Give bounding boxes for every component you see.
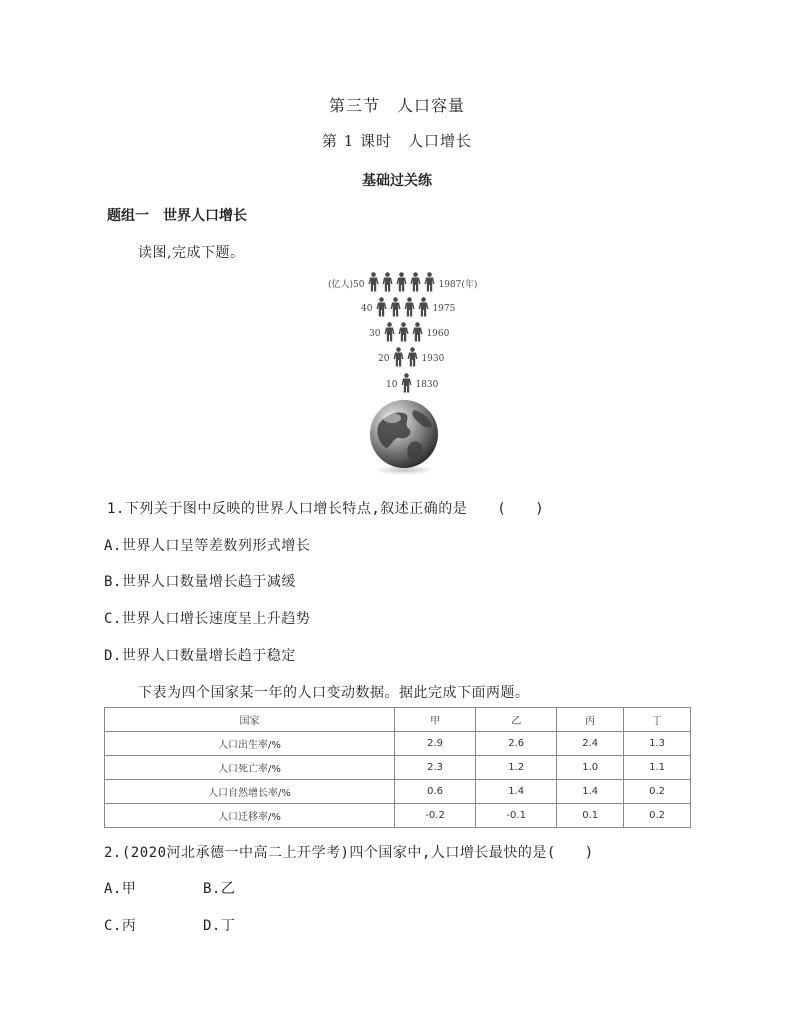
person-icon [384, 322, 395, 342]
population-data-table [104, 707, 691, 828]
table-cell: 0.1 [557, 804, 624, 828]
person-icon [412, 322, 423, 342]
table-cell: 0.2 [624, 780, 691, 804]
figure-year-label: 1930 [421, 353, 445, 364]
table-header-cell: 国家 [105, 708, 395, 732]
question-2-option-c[interactable]: C.丙 [104, 918, 137, 934]
figure-year-label: 1975 [432, 303, 456, 314]
person-icon [390, 297, 401, 317]
lesson-title: 第 1 课时 人口增长 [321, 132, 473, 150]
population-growth-figure [320, 268, 480, 488]
person-icon [410, 272, 421, 292]
table-cell: 1.4 [557, 780, 624, 804]
figure-value-label: 20 [378, 353, 390, 364]
table-cell: 0.2 [624, 804, 691, 828]
person-icon [382, 272, 393, 292]
person-icons [382, 322, 424, 345]
figure-value-label: (亿人)50 [328, 280, 365, 290]
figure-value-label: 40 [361, 303, 373, 314]
person-icon [393, 347, 404, 367]
question-2-option-b[interactable]: B.乙 [203, 881, 236, 897]
table-cell: 人口迁移率/% [105, 804, 395, 828]
person-icon [404, 297, 415, 317]
practice-title: 基础过关练 [362, 173, 432, 189]
question-2-option-d[interactable]: D.丁 [203, 918, 236, 934]
figure-year-label: 1830 [415, 379, 439, 390]
question-1-stem [107, 498, 544, 518]
table-cell: 0.6 [395, 780, 476, 804]
person-icons [366, 272, 436, 295]
table-cell: 人口死亡率/% [105, 756, 395, 780]
person-icons [399, 373, 413, 396]
section-title: 第三节 人口容量 [328, 96, 465, 115]
person-icon [407, 347, 418, 367]
table-row [105, 732, 691, 756]
table-cell: 2.6 [476, 732, 557, 756]
figure-year-label: 1987(年) [438, 280, 478, 290]
person-icon [401, 373, 412, 393]
question-2-option-a[interactable]: A.甲 [104, 881, 137, 897]
table-cell: 1.0 [557, 756, 624, 780]
person-icons [374, 297, 430, 320]
table-cell: 1.4 [476, 780, 557, 804]
table-intro: 下表为四个国家某一年的人口变动数据。据此完成下面两题。 [138, 685, 530, 701]
question-1-option-d[interactable]: D.世界人口数量增长趋于稳定 [104, 648, 296, 664]
table-header-cell: 乙 [476, 708, 557, 732]
figure-row-1975 [361, 297, 455, 320]
table-row [105, 804, 691, 828]
table-row [105, 780, 691, 804]
question-1-option-a[interactable]: A.世界人口呈等差数列形式增长 [104, 538, 311, 554]
person-icon [396, 272, 407, 292]
globe-icon [364, 396, 444, 476]
table-cell: -0.1 [476, 804, 557, 828]
figure-row-1960 [369, 322, 449, 345]
figure-year-label: 1960 [426, 328, 450, 339]
person-icon [418, 297, 429, 317]
table-cell: 2.3 [395, 756, 476, 780]
person-icon [398, 322, 409, 342]
table-cell: 1.3 [624, 732, 691, 756]
figure-value-label: 10 [386, 379, 398, 390]
table-header-cell: 丁 [624, 708, 691, 732]
table-header-row [105, 708, 691, 732]
table-cell: 1.2 [476, 756, 557, 780]
person-icons [391, 347, 419, 370]
person-icon [424, 272, 435, 292]
table-cell: -0.2 [395, 804, 476, 828]
table-header-cell: 丙 [557, 708, 624, 732]
table-cell: 1.1 [624, 756, 691, 780]
group-title: 题组一 世界人口增长 [107, 208, 247, 224]
figure-row-1830 [386, 373, 438, 396]
answer-bracket: ( ) [497, 501, 545, 517]
person-icon [368, 272, 379, 292]
table-cell: 人口出生率/% [105, 732, 395, 756]
group-instruction: 读图,完成下题。 [138, 245, 245, 261]
table-header-cell: 甲 [395, 708, 476, 732]
figure-row-1930 [378, 347, 444, 370]
person-icon [376, 297, 387, 317]
table-cell: 2.9 [395, 732, 476, 756]
question-1-text: 1.下列关于图中反映的世界人口增长特点,叙述正确的是 [107, 501, 468, 517]
question-1-option-c[interactable]: C.世界人口增长速度呈上升趋势 [104, 611, 311, 627]
question-1-option-b[interactable]: B.世界人口数量增长趋于减缓 [104, 574, 296, 590]
question-2-stem: 2.(2020河北承德一中高二上开学考)四个国家中,人口增长最快的是( ) [104, 845, 594, 861]
table-cell: 2.4 [557, 732, 624, 756]
table-cell: 人口自然增长率/% [105, 780, 395, 804]
table-row [105, 756, 691, 780]
figure-value-label: 30 [369, 328, 381, 339]
figure-row-1987 [328, 272, 477, 295]
